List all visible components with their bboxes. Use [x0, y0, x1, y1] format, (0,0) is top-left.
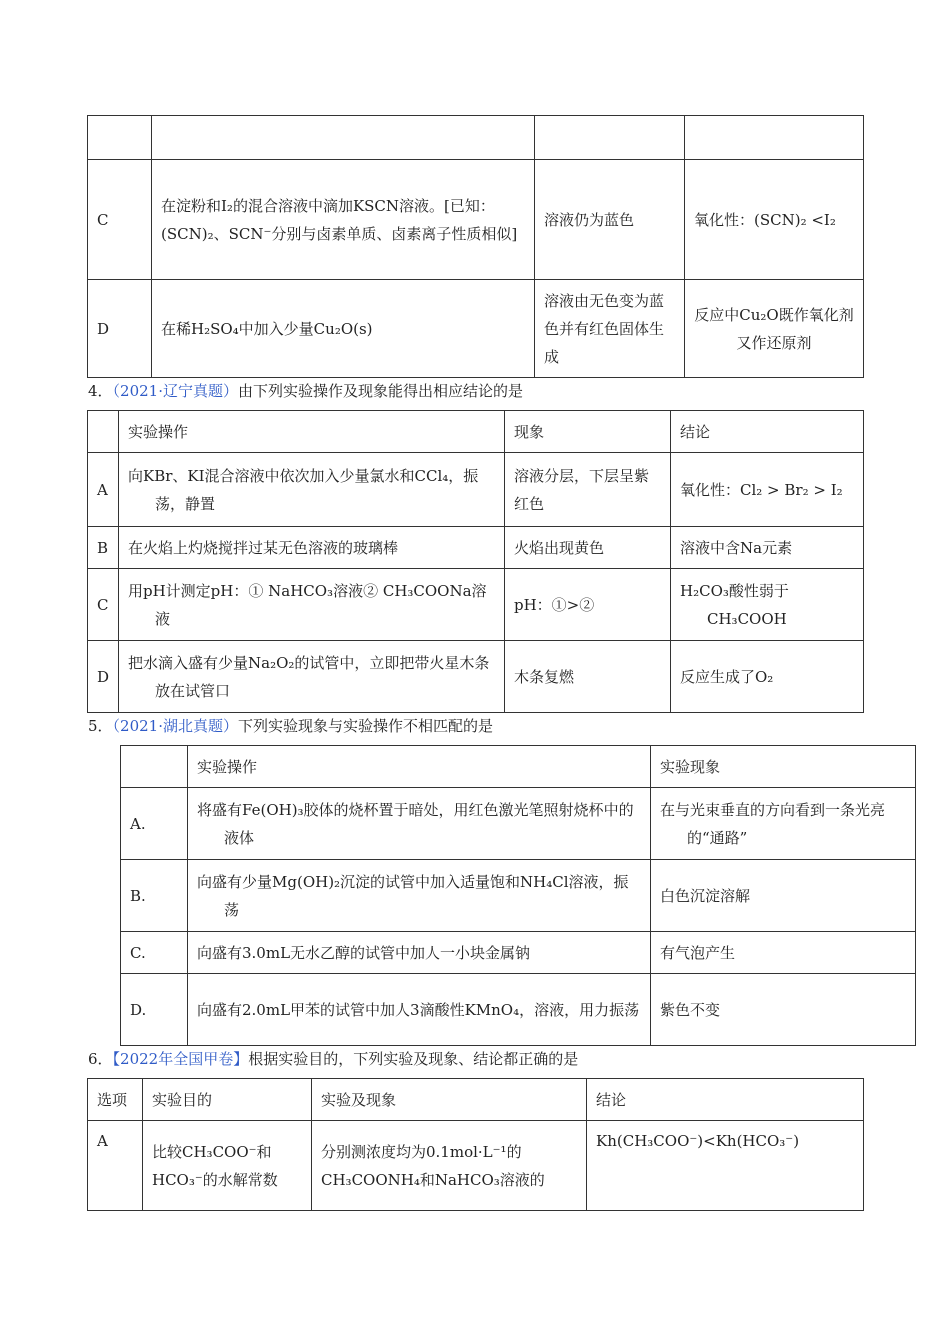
question-source[interactable]: 【2022年全国甲卷】	[112, 1050, 249, 1068]
cell-phen: 在与光束垂直的方向看到一条光亮的“通路”	[651, 788, 916, 860]
cell-concl	[685, 116, 864, 160]
cell-op: 将盛有Fe(OH)₃胶体的烧杯置于暗处，用红色激光笔照射烧杯中的液体	[188, 788, 651, 860]
cell-op: 把水滴入盛有少量Na₂O₂的试管中，立即把带火星木条放在试管口	[119, 641, 505, 713]
question-5-stem	[88, 715, 493, 737]
question-text: 根据实验目的，下列实验及现象、结论都正确的是	[248, 1050, 579, 1068]
table-row	[88, 527, 864, 569]
cell-concl: 氧化性：(SCN)₂ <I₂	[685, 160, 864, 280]
question-number: 5．	[88, 717, 113, 735]
question-4-stem	[88, 380, 523, 402]
cell-opt: D	[88, 641, 119, 713]
table-q4	[87, 410, 864, 713]
table-top	[87, 115, 864, 378]
question-text: 由下列实验操作及现象能得出相应结论的是	[238, 382, 524, 400]
cell-phen: pH：①>②	[505, 569, 671, 641]
table-row	[88, 280, 864, 378]
cell-opt: B	[88, 527, 119, 569]
question-6-stem	[88, 1048, 578, 1070]
header-opt: 选项	[88, 1079, 143, 1121]
cell-opt: C	[88, 569, 119, 641]
table-row	[121, 932, 916, 974]
cell-opt: C.	[121, 932, 188, 974]
question-source[interactable]: （2021·湖北真题）	[112, 717, 238, 735]
cell-phen: 紫色不变	[651, 974, 916, 1046]
cell-phen: 溶液仍为蓝色	[535, 160, 685, 280]
question-source[interactable]: （2021·辽宁真题）	[112, 382, 238, 400]
cell-phen: 白色沉淀溶解	[651, 860, 916, 932]
cell-op: 用pH计测定pH：① NaHCO₃溶液② CH₃COONa溶液	[119, 569, 505, 641]
cell-exp: 分别测浓度均为0.1mol·L⁻¹的CH₃COONH₄和NaHCO₃溶液的	[312, 1121, 587, 1211]
cell-opt: A	[88, 1121, 143, 1211]
header-phen: 实验现象	[651, 746, 916, 788]
cell-op: 在火焰上灼烧搅拌过某无色溶液的玻璃棒	[119, 527, 505, 569]
header-op: 实验操作	[119, 411, 505, 453]
cell-phen: 溶液分层，下层呈紫红色	[505, 453, 671, 527]
table-q5	[120, 745, 916, 1046]
cell-opt	[88, 116, 152, 160]
table-row	[88, 641, 864, 713]
header-concl: 结论	[587, 1079, 864, 1121]
table-row	[88, 1121, 864, 1211]
cell-concl: 反应生成了O₂	[671, 641, 864, 713]
cell-op: 向盛有2.0mL甲苯的试管中加人3滴酸性KMnO₄，溶液，用力振荡	[188, 974, 651, 1046]
cell-phen	[535, 116, 685, 160]
header-purpose: 实验目的	[143, 1079, 312, 1121]
header-opt	[121, 746, 188, 788]
header-opt	[88, 411, 119, 453]
table-row	[121, 974, 916, 1046]
cell-opt: D.	[121, 974, 188, 1046]
table-row	[88, 160, 864, 280]
question-number: 6．	[88, 1050, 113, 1068]
cell-op	[152, 116, 535, 160]
cell-op: 在稀H₂SO₄中加入少量Cu₂O(s)	[152, 280, 535, 378]
cell-op: 向KBr、KI混合溶液中依次加入少量氯水和CCl₄，振荡，静置	[119, 453, 505, 527]
header-phen: 现象	[505, 411, 671, 453]
cell-concl: 反应中Cu₂O既作氧化剂又作还原剂	[685, 280, 864, 378]
cell-concl: 溶液中含Na元素	[671, 527, 864, 569]
cell-opt: C	[88, 160, 152, 280]
cell-concl: H₂CO₃酸性弱于CH₃COOH	[671, 569, 864, 641]
cell-phen: 溶液由无色变为蓝色并有红色固体生成	[535, 280, 685, 378]
cell-op: 向盛有少量Mg(OH)₂沉淀的试管中加入适量饱和NH₄Cl溶液，振荡	[188, 860, 651, 932]
header-concl: 结论	[671, 411, 864, 453]
cell-opt: A	[88, 453, 119, 527]
question-text: 下列实验现象与实验操作不相匹配的是	[238, 717, 494, 735]
cell-op: 在淀粉和I₂的混合溶液中滴加KSCN溶液。[已知：(SCN)₂、SCN⁻分别与卤素单质、卤素离子性质相似]	[152, 160, 535, 280]
cell-phen: 有气泡产生	[651, 932, 916, 974]
cell-concl: 氧化性：Cl₂ > Br₂ > I₂	[671, 453, 864, 527]
table-row	[88, 453, 864, 527]
table-row	[88, 116, 864, 160]
header-exp: 实验及现象	[312, 1079, 587, 1121]
cell-op: 向盛有3.0mL无水乙醇的试管中加人一小块金属钠	[188, 932, 651, 974]
table-row	[121, 788, 916, 860]
cell-phen: 木条复燃	[505, 641, 671, 713]
cell-purpose: 比较CH₃COO⁻和HCO₃⁻的水解常数	[143, 1121, 312, 1211]
header-op: 实验操作	[188, 746, 651, 788]
cell-concl: Kh(CH₃COO⁻)<Kh(HCO₃⁻)	[587, 1121, 864, 1211]
cell-phen: 火焰出现黄色	[505, 527, 671, 569]
table-header-row	[88, 411, 864, 453]
cell-opt: B.	[121, 860, 188, 932]
table-q6	[87, 1078, 864, 1211]
cell-opt: A.	[121, 788, 188, 860]
cell-opt: D	[88, 280, 152, 378]
question-number: 4．	[88, 382, 113, 400]
table-header-row	[121, 746, 916, 788]
table-row	[88, 569, 864, 641]
table-header-row	[88, 1079, 864, 1121]
table-row	[121, 860, 916, 932]
